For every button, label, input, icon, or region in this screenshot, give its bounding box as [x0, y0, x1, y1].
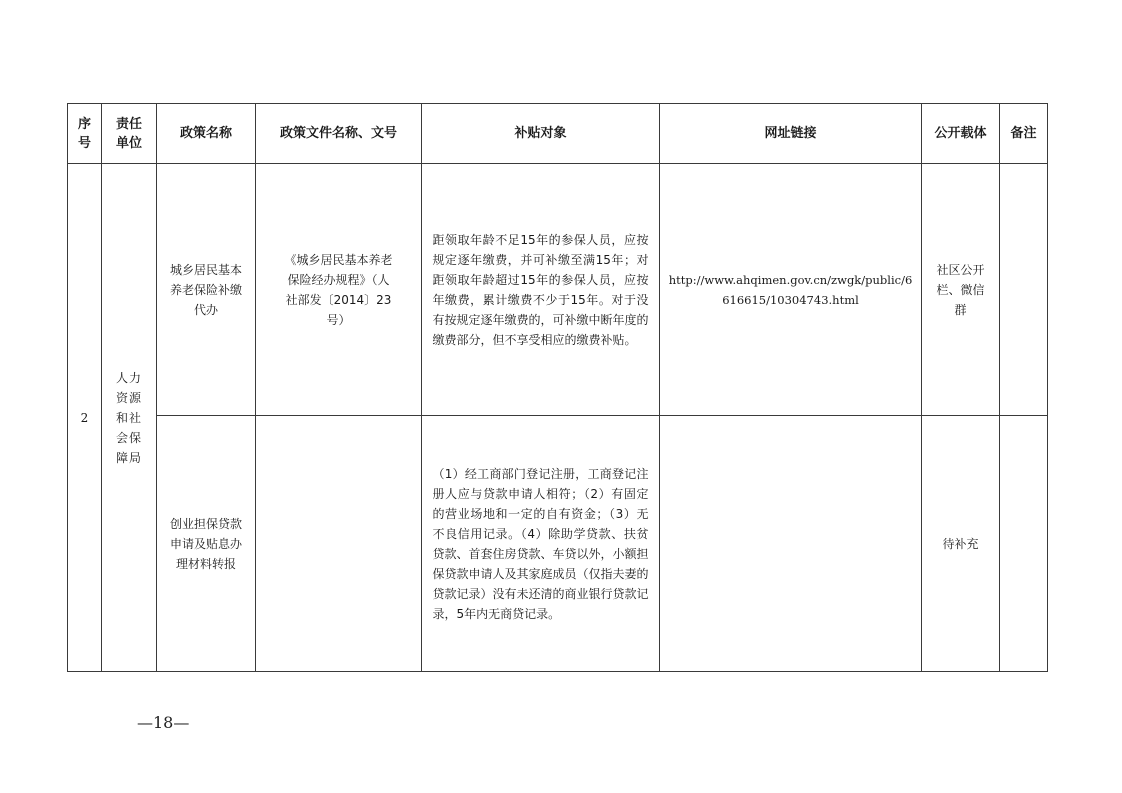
policy-name-cell: 创业担保贷款申请及贴息办理材料转报 [157, 416, 256, 672]
header-target: 补贴对象 [422, 104, 660, 164]
header-policy-name: 政策名称 [157, 104, 256, 164]
header-serial: 序号 [68, 104, 102, 164]
unit-cell: 人力资源和社会保障局 [102, 164, 157, 672]
policy-table [67, 103, 1048, 672]
carrier-cell: 社区公开栏、微信群 [922, 164, 1000, 416]
remark-cell [1000, 164, 1048, 416]
header-row [68, 104, 1048, 164]
target-cell: 距领取年龄不足15年的参保人员，应按规定逐年缴费，并可补缴至满15年；对距领取年龄超过15年的参保人员，应按年缴费，累计缴费不少于15年。对于没有按规定逐年缴费的，可补缴中断年度的缴费部分，但不享受相应的缴费补贴。 [422, 164, 660, 416]
header-remark: 备注 [1000, 104, 1048, 164]
page-number: —18— [137, 713, 190, 732]
carrier-cell: 待补充 [922, 416, 1000, 672]
header-url: 网址链接 [660, 104, 922, 164]
doc-name-cell [256, 416, 422, 672]
table-row [68, 416, 1048, 672]
policy-name-cell: 城乡居民基本养老保险补缴代办 [157, 164, 256, 416]
table-row [68, 164, 1048, 416]
serial-cell: 2 [68, 164, 102, 672]
header-doc-name: 政策文件名称、文号 [256, 104, 422, 164]
header-carrier: 公开载体 [922, 104, 1000, 164]
target-cell: （1）经工商部门登记注册，工商登记注册人应与贷款申请人相符；（2）有固定的营业场地和一定的自有资金；（3）无不良信用记录。（4）除助学贷款、扶贫贷款、首套住房贷款、车贷以外，小额担保贷款申请人及其家庭成员（仅指夫妻的贷款记录）没有未还清的商业银行贷款记录，5年内无商贷记录。 [422, 416, 660, 672]
url-cell [660, 416, 922, 672]
url-cell[interactable]: http://www.ahqimen.gov.cn/zwgk/public/6616615/10304743.html [660, 164, 922, 416]
remark-cell [1000, 416, 1048, 672]
header-unit: 责任单位 [102, 104, 157, 164]
doc-name-cell: 《城乡居民基本养老保险经办规程》（人社部发〔2014〕23号） [256, 164, 422, 416]
